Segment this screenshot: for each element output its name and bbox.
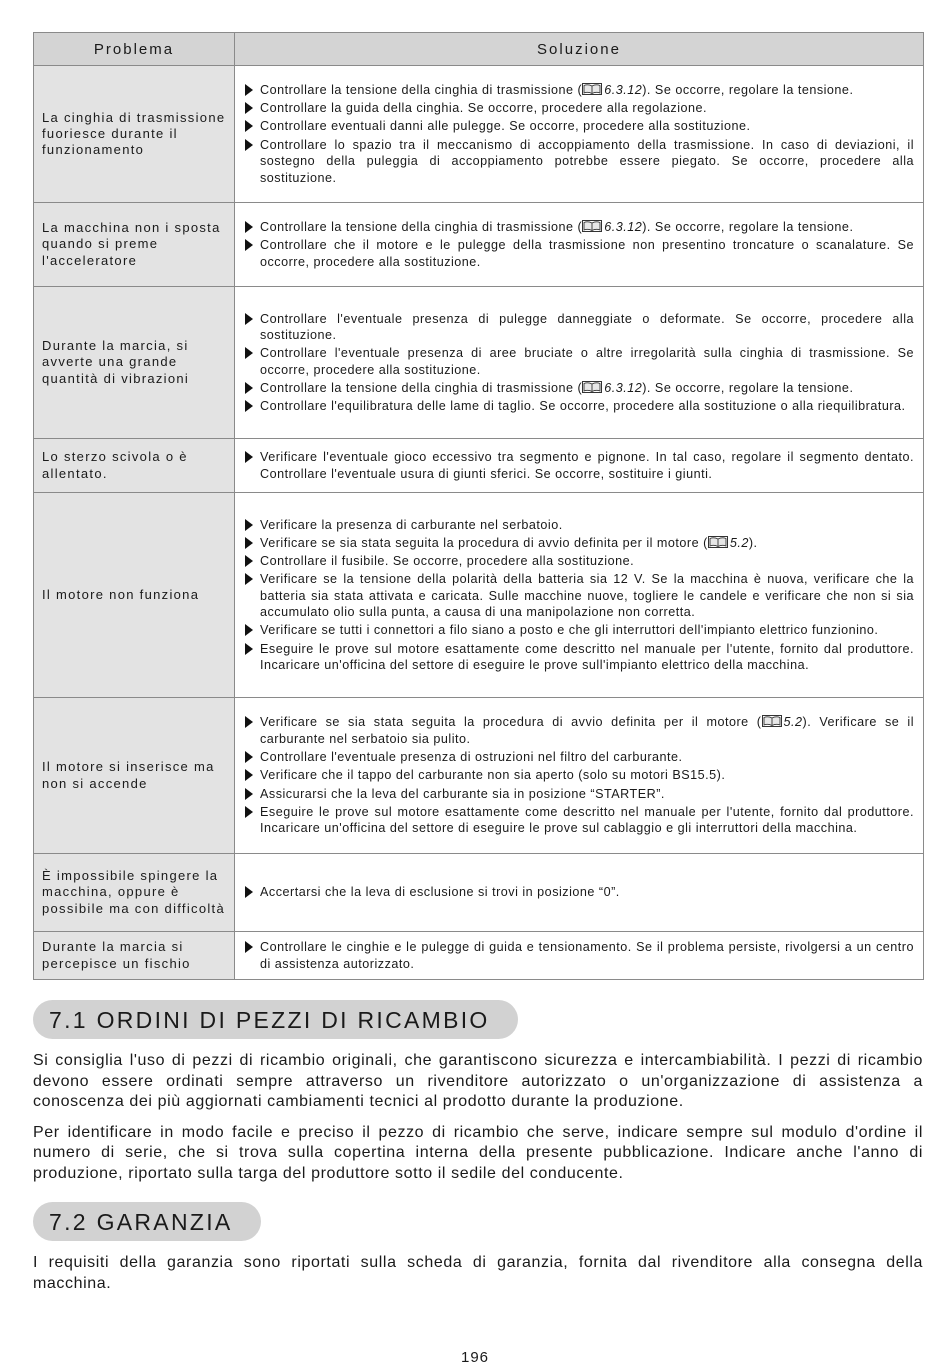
solution-text: Controllare eventuali danni alle pulegge. Se occorre, procedere alla sostituzione. xyxy=(260,119,751,134)
solution-list xyxy=(243,884,914,900)
solution-item xyxy=(243,449,914,482)
solution-text-after-reference: ). xyxy=(748,535,758,550)
solution-list xyxy=(243,517,914,674)
book-icon xyxy=(708,536,728,548)
solution-text: Eseguire le prove sul motore esattamente come descritto nel manuale per l'utente, fornito dal produttore. Incaricare un'officina del settore di eseguire le prove sull'impianto elettrico della macchina. xyxy=(260,641,914,672)
solution-item xyxy=(243,804,914,837)
triangle-bullet-icon xyxy=(245,313,253,325)
paragraph: Per identificare in modo facile e preciso il pezzo di ricambio che serve, indicare sempre sul modulo d'ordine il numero di serie, che si trova sulla copertina interna della presente pubblicazione. Indicare anche l'anno di produzione, riportato sulla targa del produttore sotto il sedile del conducente. xyxy=(33,1123,923,1182)
solution-text: Controllare le cinghie e le pulegge di guida e tensionamento. Se il problema persiste, rivolgersi a un centro di assistenza autorizzato. xyxy=(260,940,914,971)
solution-text: Controllare che il motore e le pulegge della trasmissione non presentino troncature o scanalature. Se occorre, procedere alla sostituzione. xyxy=(260,238,914,269)
solution-text: Controllare l'eventuale presenza di pulegge danneggiate o deformate. Se occorre, procedere alla sostituzione. xyxy=(260,311,914,342)
triangle-bullet-icon xyxy=(245,716,253,728)
triangle-bullet-icon xyxy=(245,400,253,412)
solution-text: Verificare se sia stata seguita la procedura di avvio definita per il motore ( xyxy=(260,535,708,550)
solution-text: Verificare se tutti i connettori a filo siano a posto e che gli interruttori dell'impianto elettrico funzionino. xyxy=(260,623,879,638)
solution-item xyxy=(243,553,914,569)
reference-number: 5.2 xyxy=(783,715,803,730)
triangle-bullet-icon xyxy=(245,806,253,818)
triangle-bullet-icon xyxy=(245,555,253,567)
solution-text: Controllare la tensione della cinghia di trasmissione ( xyxy=(260,83,583,98)
solution-item xyxy=(243,767,914,783)
table-row xyxy=(34,287,924,439)
solution-text: Verificare la presenza di carburante nel serbatoio. xyxy=(260,517,563,532)
solution-text: Verificare se la tensione della polarità della batteria sia 12 V. Se la macchina è nuova, verificare che la batteria sia stata attivata e caricata. Sulle macchine nuove, togliere le candele e verificare che non si sia accumulato olio sulla punta, a causa di una manipolazione non corretta. xyxy=(260,572,914,620)
triangle-bullet-icon xyxy=(245,624,253,636)
triangle-bullet-icon xyxy=(245,573,253,585)
section-spare-parts xyxy=(33,1000,923,1184)
book-icon xyxy=(582,381,602,393)
solution-item xyxy=(243,517,914,533)
problem-cell: Il motore si inserisce ma non si accende xyxy=(34,698,235,854)
solution-text: Assicurarsi che la leva del carburante sia in posizione “STARTER”. xyxy=(260,786,665,801)
solution-cell xyxy=(235,287,924,439)
solution-text: Controllare la tensione della cinghia di trasmissione ( xyxy=(260,380,583,395)
table-row xyxy=(34,493,924,698)
solution-item xyxy=(243,380,914,396)
solution-list xyxy=(243,714,914,836)
solution-item xyxy=(243,641,914,674)
solution-item xyxy=(243,939,914,972)
paragraph: Si consiglia l'uso di pezzi di ricambio originali, che garantiscono sicurezza e intercambiabilità. I pezzi di ricambio devono essere ordinati sempre attraverso un rivenditore autorizzato o un'organizzazione di assistenza a conoscenza dei più aggiornati cambiamenti tecnici al prodotto durante la produzione. xyxy=(33,1052,923,1110)
page-number: 196 xyxy=(460,1349,490,1366)
solution-text: Controllare l'eventuale presenza di ostruzioni nel filtro del carburante. xyxy=(260,750,683,765)
paragraph: I requisiti della garanzia sono riportati sulla scheda di garanzia, fornita dal rivenditore alla consegna della macchina. xyxy=(33,1254,923,1292)
table-header-row xyxy=(34,33,924,66)
book-icon xyxy=(582,220,602,232)
triangle-bullet-icon xyxy=(245,788,253,800)
problem-cell: Durante la marcia si percepisce un fischio xyxy=(34,932,235,980)
triangle-bullet-icon xyxy=(245,239,253,251)
triangle-bullet-icon xyxy=(245,519,253,531)
triangle-bullet-icon xyxy=(245,451,253,463)
reference-number: 6.3.12 xyxy=(604,83,643,98)
solution-item xyxy=(243,714,914,747)
troubleshooting-table xyxy=(33,32,924,980)
solution-list xyxy=(243,311,914,415)
table-row xyxy=(34,854,924,932)
page xyxy=(33,32,923,1294)
solution-cell xyxy=(235,698,924,854)
solution-item xyxy=(243,398,914,414)
section-title-spare-parts: 7.1 ORDINI DI PEZZI DI RICAMBIO xyxy=(33,1000,518,1039)
solution-list xyxy=(243,219,914,270)
solution-cell xyxy=(235,439,924,493)
solution-item xyxy=(243,137,914,186)
solution-item xyxy=(243,219,914,235)
table-row xyxy=(34,932,924,980)
solution-text-after-reference: ). Se occorre, regolare la tensione. xyxy=(642,83,854,98)
triangle-bullet-icon xyxy=(245,941,253,953)
solution-item xyxy=(243,571,914,620)
solution-list xyxy=(243,82,914,186)
solution-item xyxy=(243,884,914,900)
triangle-bullet-icon xyxy=(245,643,253,655)
solution-text: Controllare la guida della cinghia. Se occorre, procedere alla regolazione. xyxy=(260,101,708,116)
problem-cell: La macchina non i sposta quando si preme l'acceleratore xyxy=(34,203,235,287)
reference-number: 5.2 xyxy=(729,535,749,550)
solution-item xyxy=(243,82,914,98)
problem-cell: Lo sterzo scivola o è allentato. xyxy=(34,439,235,493)
solution-item xyxy=(243,345,914,378)
solution-item xyxy=(243,237,914,270)
solution-text: Verificare se sia stata seguita la procedura di avvio definita per il motore ( xyxy=(260,715,762,730)
solution-cell xyxy=(235,493,924,698)
solution-list xyxy=(243,449,914,482)
triangle-bullet-icon xyxy=(245,139,253,151)
header-problem: Problema xyxy=(34,33,235,66)
solution-cell xyxy=(235,854,924,932)
problem-cell: Il motore non funziona xyxy=(34,493,235,698)
problem-cell: È impossibile spingere la macchina, oppure è possibile ma con difficoltà xyxy=(34,854,235,932)
solution-item xyxy=(243,118,914,134)
table-row xyxy=(34,698,924,854)
solution-text: Controllare l'equilibratura delle lame di taglio. Se occorre, procedere alla sostituzione o alla riequilibratura. xyxy=(260,399,906,413)
reference-number: 6.3.12 xyxy=(604,219,643,234)
solution-text: Eseguire le prove sul motore esattamente come descritto nel manuale per l'utente, fornito dal produttore. Incaricare un'officina del settore di eseguire le prove sul cablaggio e gli interruttori della macchina. xyxy=(260,804,914,836)
triangle-bullet-icon xyxy=(245,769,253,781)
table-row xyxy=(34,66,924,203)
solution-cell xyxy=(235,203,924,287)
triangle-bullet-icon xyxy=(245,221,253,233)
solution-item xyxy=(243,622,914,638)
triangle-bullet-icon xyxy=(245,382,253,394)
solution-text: Controllare il fusibile. Se occorre, procedere alla sostituzione. xyxy=(260,554,635,569)
triangle-bullet-icon xyxy=(245,347,253,359)
solution-text: Controllare la tensione della cinghia di trasmissione ( xyxy=(260,219,583,234)
solution-item xyxy=(243,100,914,116)
problem-cell: Durante la marcia, si avverte una grande quantità di vibrazioni xyxy=(34,287,235,439)
solution-item xyxy=(243,311,914,344)
triangle-bullet-icon xyxy=(245,84,253,96)
solution-text: Controllare lo spazio tra il meccanismo di accoppiamento della trasmissione. In caso di deviazioni, il sostegno della puleggia di accoppiamento potrebbe essere piegato. Se occorre, procedere alla sostituzione. xyxy=(260,137,914,185)
triangle-bullet-icon xyxy=(245,102,253,114)
solution-text-after-reference: ). Se occorre, regolare la tensione. xyxy=(642,380,854,395)
triangle-bullet-icon xyxy=(245,120,253,132)
solution-item xyxy=(243,786,914,802)
header-solution: Soluzione xyxy=(235,33,924,66)
reference-number: 6.3.12 xyxy=(604,380,643,395)
solution-list xyxy=(243,939,914,972)
table-row xyxy=(34,439,924,493)
solution-text: Verificare l'eventuale gioco eccessivo tra segmento e pignone. In tal caso, regolare il segmento dentato. Controllare l'eventuale usura di giunti sferici. Se occorre, sostituire i giunti. xyxy=(260,450,914,481)
triangle-bullet-icon xyxy=(245,537,253,549)
table-row xyxy=(34,203,924,287)
section-title-warranty: 7.2 GARANZIA xyxy=(33,1202,261,1241)
book-icon xyxy=(762,715,782,727)
triangle-bullet-icon xyxy=(245,886,253,898)
solution-text-after-reference: ). Se occorre, regolare la tensione. xyxy=(642,219,854,234)
triangle-bullet-icon xyxy=(245,751,253,763)
solution-item xyxy=(243,535,914,551)
solution-item xyxy=(243,749,914,765)
solution-text: Verificare che il tappo del carburante non sia aperto (solo su motori BS15.5). xyxy=(260,768,726,783)
section-warranty xyxy=(33,1202,923,1294)
solution-cell xyxy=(235,66,924,203)
solution-text-after-reference: ). Verificare se il carburante nel serbatoio sia pulito. xyxy=(260,715,914,746)
solution-text: Controllare l'eventuale presenza di aree bruciate o altre irregolarità sulla cinghia di trasmissione. Se occorre, procedere alla sostituzione. xyxy=(260,346,914,377)
solution-cell xyxy=(235,932,924,980)
problem-cell: La cinghia di trasmissione fuoriesce durante il funzionamento xyxy=(34,66,235,203)
book-icon xyxy=(582,83,602,95)
solution-text: Accertarsi che la leva di esclusione si trovi in posizione “0”. xyxy=(260,885,620,900)
